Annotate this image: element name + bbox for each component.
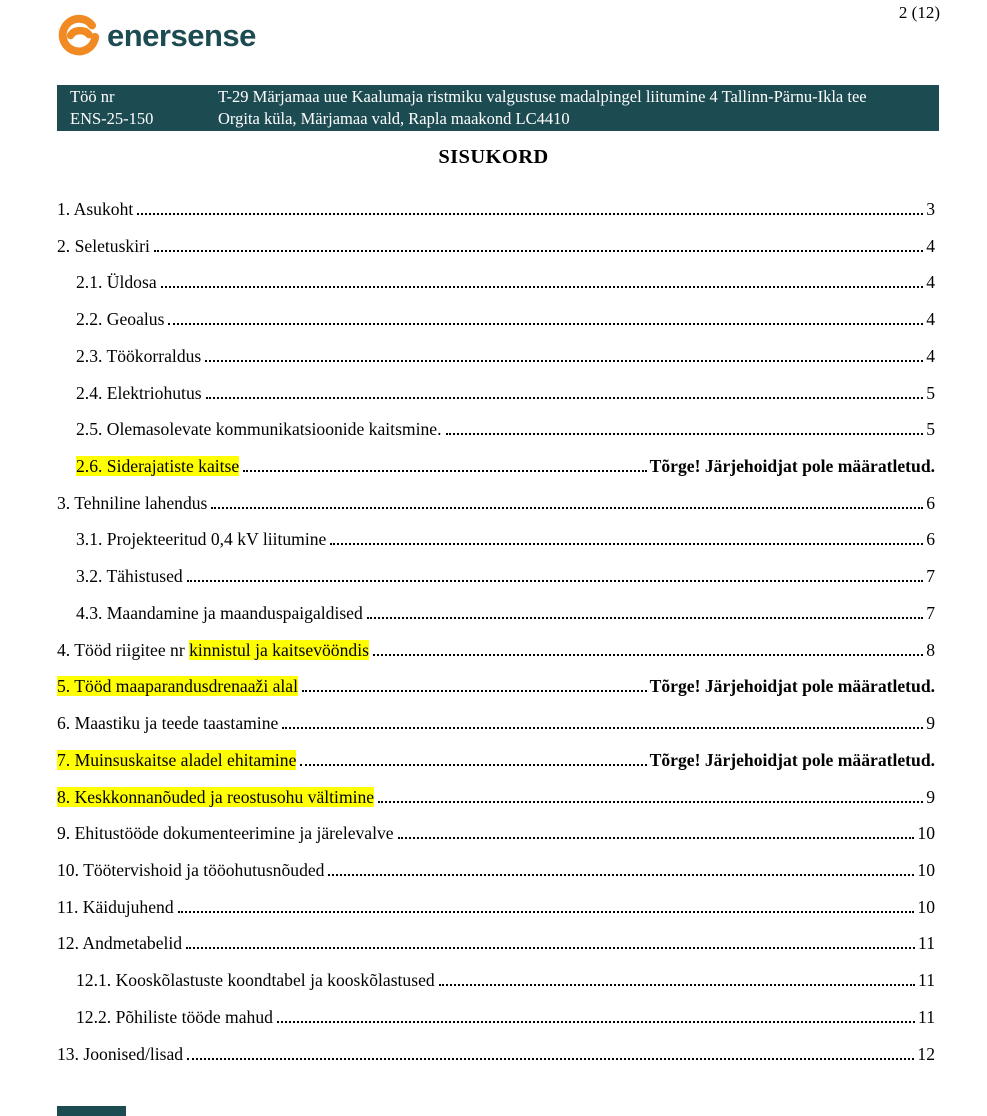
dot-leader [186,947,915,949]
toc-page-number: 5 [926,382,935,403]
toc-entry-label [57,676,298,697]
toc-row[interactable] [57,272,935,309]
toc-page-number: 10 [917,896,935,917]
toc-entry-label [76,419,442,440]
enersense-logo [56,14,256,58]
toc-row[interactable] [57,603,935,640]
dot-leader [154,250,923,252]
toc-entry-text: 2.1. Üldosa [76,272,157,293]
toc-entry-label [76,383,202,404]
toc-entry-text: 3. Tehniline lahendus [57,492,208,513]
dot-leader [187,580,924,582]
toc-row[interactable] [57,640,935,677]
toc-row[interactable] [57,199,935,236]
job-number-label: Töö nr [70,87,115,106]
toc-entry-text: 12. Andmetabelid [57,933,183,954]
toc-page-number: 3 [926,199,935,219]
toc-entry-text: 4.3. Maandamine ja maanduspaigaldised [76,602,363,623]
page-number: 2 (12) [898,3,940,22]
highlighted-text: 8. Keskkonnanõuded ja reostusohu vältimine [57,786,375,807]
bookmark-error-text: Tõrge! Järjehoidjat pole määratletud. [649,456,935,477]
dot-leader [137,213,923,215]
toc-entry-label [76,309,164,330]
toc-page-number: 9 [926,786,935,807]
toc-page-number: 12 [917,1043,935,1064]
dot-leader [243,470,646,472]
toc-page-number: 9 [926,713,935,734]
toc-row[interactable] [57,456,935,493]
toc-page-number: 11 [918,970,935,991]
toc-entry-label [76,566,183,587]
toc-row[interactable] [57,346,935,383]
dot-leader [373,654,923,656]
toc-row[interactable] [57,419,935,456]
toc-entry-text: 10. Töötervishoid ja tööohutusnõuded [57,859,325,880]
project-title-line1: T-29 Märjamaa uue Kaalumaja ristmiku valgustuse madalpingel liitumine 4 Tallinn-Pärnu-Ikla tee [218,87,867,106]
toc-entry-label [57,1044,183,1065]
toc-entry-text: 9. Ehitustööde dokumenteerimine ja järelevalve [57,823,394,844]
toc-entry-label [57,236,150,257]
toc-page-number: 5 [926,419,935,440]
job-number-value: ENS-25-150 [70,109,154,128]
dot-leader [161,286,924,288]
toc-entry-label [57,823,394,844]
dot-leader [277,1021,915,1023]
toc-entry-text: 13. Joonised/lisad [57,1043,184,1064]
toc-row[interactable] [57,309,935,346]
toc-entry-text: 2.5. Olemasolevate kommunikatsioonide kaitsmine. [76,419,442,440]
toc-page-number: 11 [918,1006,935,1027]
toc-entry-label [76,456,239,477]
toc-row[interactable] [57,676,935,713]
toc-row[interactable] [57,1007,935,1044]
highlighted-text: 7. Muinsuskaitse aladel ehitamine [57,749,297,770]
toc-entry-text: 1. Asukoht [57,199,134,219]
project-title-line2: Orgita küla, Märjamaa vald, Rapla maakond LC4410 [218,109,570,128]
toc-entry-text: 6. Maastiku ja teede taastamine [57,713,279,734]
dot-leader [300,764,646,766]
toc-page-number: 10 [917,823,935,844]
dot-leader [446,433,924,435]
toc-row[interactable] [57,566,935,603]
dot-leader [282,727,923,729]
dot-leader [398,837,915,839]
toc-row[interactable] [57,383,935,420]
toc-entry-label [57,713,278,734]
toc-row[interactable] [57,1044,935,1081]
toc-entry-text: 3.2. Tähistused [76,566,183,587]
toc-entry-text: 2. Seletuskiri [57,235,150,256]
toc-entry-label [57,199,133,220]
toc-entry-label [76,529,326,550]
toc-entry-text: 12.2. Põhiliste tööde mahud [76,1006,273,1027]
bookmark-error-text: Tõrge! Järjehoidjat pole määratletud. [649,749,935,770]
toc-entry-text: 12.1. Kooskõlastuste koondtabel ja kooskõlastused [76,970,435,991]
toc-list [57,199,935,1080]
toc-entry-text: 2.3. Töökorraldus [76,345,202,366]
highlighted-text: 2.6. Siderajatiste kaitse [76,456,240,477]
toc-page-number: 6 [926,492,935,513]
job-number-block [70,86,218,130]
toc-entry-label [76,603,363,624]
toc-entry-label [76,272,157,293]
dot-leader [367,617,923,619]
toc-entry-label [76,970,435,991]
toc-page-number: 7 [926,602,935,623]
toc-row[interactable] [57,970,935,1007]
project-title-block [218,86,931,130]
toc-entry-text: 11. Käidujuhend [57,896,174,917]
enersense-swirl-icon [56,14,100,58]
toc-entry-label [76,1007,273,1028]
dot-leader [439,984,915,986]
toc-entry-label [57,933,182,954]
toc-page-number: 7 [926,566,935,587]
toc-page-number: 4 [926,345,935,366]
toc-page-number: 4 [926,272,935,293]
toc-page-number: 4 [926,309,935,330]
dot-leader [168,323,923,325]
dot-leader [187,1058,914,1060]
dot-leader [378,801,923,803]
toc-entry-label [57,493,207,514]
toc-row[interactable] [57,933,935,970]
dot-leader [211,507,923,509]
bookmark-error-text: Tõrge! Järjehoidjat pole määratletud. [649,676,935,697]
toc-page-number: 6 [926,529,935,550]
dot-leader [178,911,915,913]
toc-entry-text: 4. Tööd riigitee nr [57,639,190,660]
dot-leader [206,397,924,399]
dot-leader [302,690,647,692]
toc-page-number: 4 [926,235,935,256]
toc-entry-label [57,787,374,808]
toc-row[interactable] [57,236,935,273]
toc-entry-label [76,346,201,367]
toc-row[interactable] [57,860,935,897]
enersense-wordmark: enersense [107,17,256,53]
toc-row[interactable] [57,713,935,750]
toc-entry-label [57,750,296,771]
highlighted-text: kinnistul ja kaitsevööndis [189,639,369,660]
toc-row[interactable] [57,493,935,530]
toc-entry-label [57,897,174,918]
project-header-bar [57,85,939,131]
dot-leader [330,543,923,545]
toc-entry-label [57,640,369,661]
toc-page-number: 11 [918,933,935,954]
dot-leader [328,874,914,876]
toc-entry-text: 2.4. Elektriohutus [76,382,202,403]
highlighted-text: 5. Tööd maaparandusdrenaaži alal [57,676,298,697]
next-page-header-partial [57,1106,126,1116]
toc-title: SISUKORD [438,146,549,168]
toc-row[interactable] [57,823,935,860]
toc-entry-text: 2.2. Geoalus [76,309,165,330]
toc-row[interactable] [57,529,935,566]
toc-entry-label [57,860,324,881]
toc-row[interactable] [57,750,935,787]
toc-row[interactable] [57,897,935,934]
dot-leader [205,360,923,362]
toc-row[interactable] [57,787,935,824]
toc-page-number: 10 [917,859,935,880]
toc-entry-text: 3.1. Projekteeritud 0,4 kV liitumine [76,529,327,550]
toc-page-number: 8 [926,639,935,660]
